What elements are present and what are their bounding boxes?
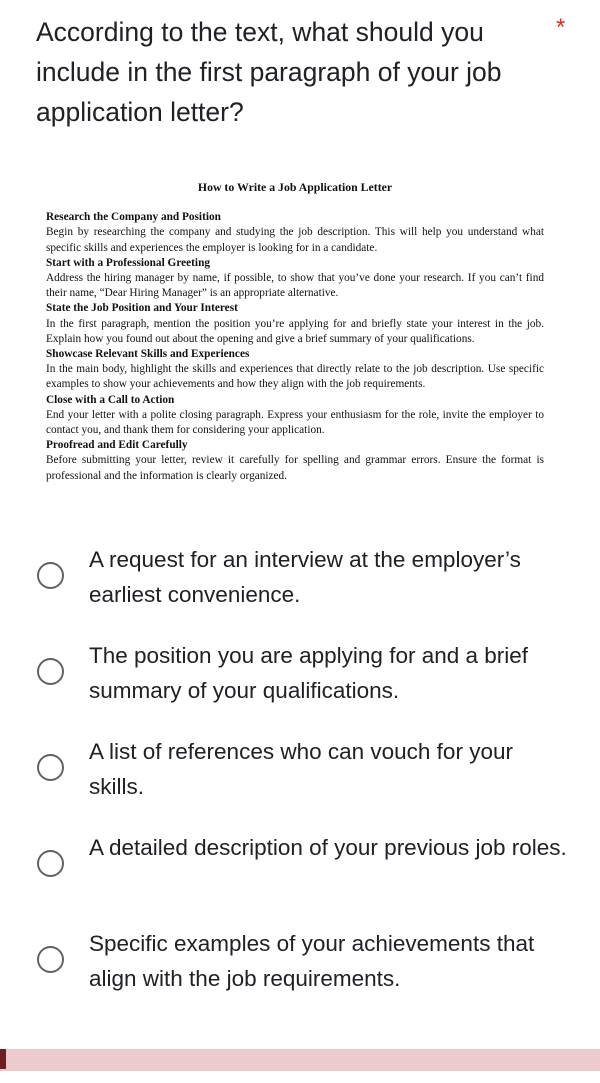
option-b[interactable] — [0, 636, 600, 716]
option-a[interactable] — [0, 540, 600, 620]
option-label[interactable]: A list of references who can vouch for your skills. — [89, 739, 513, 799]
radio-button[interactable] — [37, 850, 64, 877]
corner-tab — [0, 1049, 6, 1069]
section-heading: Start with a Professional Greeting — [46, 256, 210, 269]
radio-button[interactable] — [37, 946, 64, 973]
required-marker: * — [556, 14, 566, 41]
document-image — [46, 180, 544, 484]
option-label[interactable]: Specific examples of your achievements that align with the job requirements. — [89, 931, 535, 991]
section-body: Before submitting your letter, review it carefully for spelling and grammar errors. Ensure the format is professional and the information is clearly organized. — [46, 454, 544, 482]
section-heading: Research the Company and Position — [46, 211, 221, 224]
section-body: Address the hiring manager by name, if possible, to show that you’ve done your research. If you can’t find their name, “Dear Hiring Manager” is an appropriate alternative. — [46, 272, 544, 300]
question-text: According to the text, what should you include in the first paragraph of your job application letter? — [36, 17, 502, 127]
section-body: Begin by researching the company and studying the job description. This will help you understand what specific skills and experiences the employer is looking for in a candidate. — [46, 226, 544, 254]
section-heading: Showcase Relevant Skills and Experiences — [46, 348, 250, 361]
radio-button[interactable] — [37, 562, 64, 589]
footer-bar — [0, 1049, 600, 1071]
radio-button[interactable] — [37, 658, 64, 685]
section-heading: State the Job Position and Your Interest — [46, 302, 238, 315]
option-label[interactable]: A request for an interview at the employer’s earliest convenience. — [89, 547, 521, 607]
document-title: How to Write a Job Application Letter — [197, 180, 393, 194]
section-body: In the first paragraph, mention the position you’re applying for and briefly state your interest in the job. Explain how you found out about the opening and give a brief summary of your qualifications. — [46, 317, 544, 345]
option-label[interactable]: The position you are applying for and a brief summary of your qualifications. — [89, 643, 529, 703]
section-body: In the main body, highlight the skills and experiences that directly relate to the job description. Use specific examples to show your achievements and how they align with the job requirements. — [46, 363, 544, 391]
section-heading: Close with a Call to Action — [46, 393, 175, 406]
option-label[interactable]: A detailed description of your previous job roles. — [89, 835, 567, 860]
option-c[interactable] — [0, 732, 600, 812]
option-e[interactable] — [0, 924, 600, 1004]
radio-button[interactable] — [37, 754, 64, 781]
section-body: End your letter with a polite closing paragraph. Express your enthusiasm for the role, invite the employer to contact you, and thank them for considering your application. — [46, 408, 544, 437]
section-heading: Proofread and Edit Carefully — [46, 439, 188, 452]
option-d[interactable] — [0, 828, 600, 908]
